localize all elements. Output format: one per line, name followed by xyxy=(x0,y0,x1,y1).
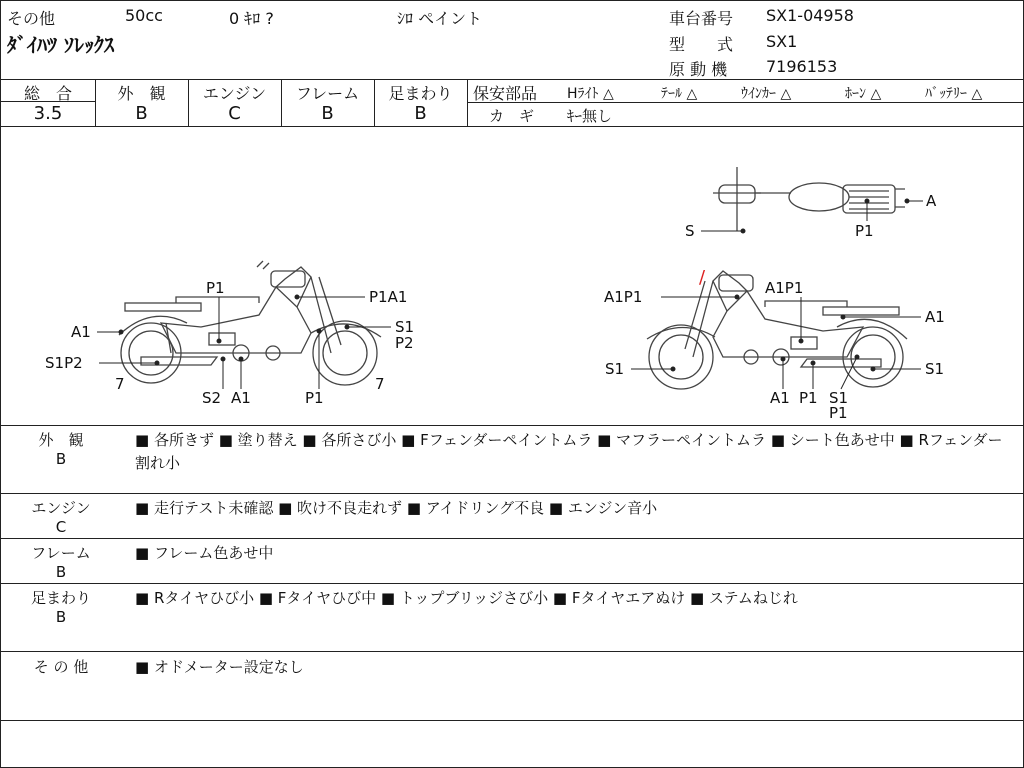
diagram-label: A xyxy=(926,192,937,210)
safety-winker xyxy=(741,83,791,103)
safety-horn xyxy=(845,83,881,103)
triangle-icon: △ xyxy=(602,86,614,102)
diagram-label: S xyxy=(685,222,695,240)
key-label: カ ギ xyxy=(489,107,535,125)
section-title: そ の 他 xyxy=(33,658,89,676)
safety-battery xyxy=(925,83,982,103)
diagram-label: A1 xyxy=(71,323,91,341)
section-title: エンジン xyxy=(31,499,91,517)
divider xyxy=(1,79,1023,80)
divider xyxy=(1,425,1023,426)
section-grade: C xyxy=(55,518,67,536)
section-text: ■ 各所きず ■ 塗り替え ■ 各所さび小 ■ Fフェンダーペイントムラ ■ マフラーペイントムラ ■ シート色あせ中 ■ Rフェンダー割れ小 xyxy=(135,431,1003,472)
safety-item-name: ﾎｰﾝ xyxy=(845,86,866,102)
grade-engine-label: エンジン xyxy=(202,84,267,103)
diagram-label: A1 xyxy=(770,389,790,407)
model-label: 型 式 xyxy=(669,35,734,54)
section-grade: B xyxy=(55,450,67,468)
section-title: 外 観 xyxy=(38,431,84,449)
grade-frame-label: フレーム xyxy=(295,84,360,103)
safety-tail xyxy=(661,83,697,103)
grade-frame-value: B xyxy=(321,103,334,124)
red-mark: / xyxy=(699,267,706,288)
section-text: ■ フレーム色あせ中 xyxy=(135,544,274,562)
misc-label: その他 xyxy=(7,9,56,28)
grade-total-label: 総 合 xyxy=(23,84,72,103)
diagram-label: P1 xyxy=(829,404,848,422)
section-grade: B xyxy=(55,563,67,581)
section-text: ■ オドメーター設定なし xyxy=(135,658,304,676)
divider xyxy=(1,583,1023,584)
bike-top-illustration xyxy=(713,167,905,231)
engine-no: 7196153 xyxy=(766,57,838,76)
diagram-label: A1 xyxy=(231,389,251,407)
section-grade: B xyxy=(55,608,67,626)
grade-engine-value: C xyxy=(228,103,241,124)
triangle-icon: △ xyxy=(870,86,882,102)
diagram-label: P1 xyxy=(855,222,874,240)
triangle-icon: △ xyxy=(686,86,698,102)
mileage: 0 ｷﾛ ? xyxy=(229,9,274,28)
section-title: 足まわり xyxy=(30,589,91,607)
triangle-icon: △ xyxy=(780,86,792,102)
grade-exterior-label: 外 観 xyxy=(117,84,166,103)
triangle-icon: △ xyxy=(971,86,983,102)
section-text: ■ Rタイヤひび小 ■ Fタイヤひび中 ■ トップブリッジさび小 ■ Fタイヤエアぬけ ■ ステムねじれ xyxy=(135,589,798,607)
displacement: 50cc xyxy=(125,6,163,25)
diagram-label: A1 xyxy=(925,308,945,326)
key-value: ｷｰ無し xyxy=(567,107,613,125)
engine-label: 原 動 機 xyxy=(669,60,728,79)
maker-model: ﾀﾞｲﾊﾂ ｿﾚｯｸｽ xyxy=(7,33,114,57)
diagram-label: P1 xyxy=(206,279,225,297)
diagram-label: S1 xyxy=(395,318,415,336)
safety-headlight xyxy=(567,83,614,103)
diagram-label: 7 xyxy=(115,375,125,393)
safety-item-name: ｳｲﾝｶｰ xyxy=(741,86,776,102)
grade-suspension-value: B xyxy=(414,103,427,124)
divider xyxy=(1,493,1023,494)
safety-label: 保安部品 xyxy=(473,84,538,103)
diagram-label: S2 xyxy=(202,389,222,407)
grade-suspension-label: 足まわり xyxy=(388,84,453,103)
bike-left-illustration xyxy=(119,261,381,385)
damage-diagram xyxy=(1,127,1023,425)
diagram-label: P2 xyxy=(395,334,414,352)
diagram-label: S1 xyxy=(925,360,945,378)
grade-exterior-value: B xyxy=(135,103,148,124)
divider xyxy=(1,720,1023,721)
diagram-label: P1 xyxy=(799,389,818,407)
diagram-label: S1 xyxy=(829,389,849,407)
diagram-label: P1 xyxy=(305,389,324,407)
diagram-label: A1P1 xyxy=(604,288,643,306)
section-text: ■ 走行テスト未確認 ■ 吹け不良走れず ■ アイドリング不良 ■ エンジン音小 xyxy=(135,499,658,517)
safety-item-name: ﾊﾞｯﾃﾘｰ xyxy=(925,86,967,102)
section-title: フレーム xyxy=(31,544,91,562)
diagram-label: S1 xyxy=(605,360,625,378)
safety-item-name: Hﾗｲﾄ xyxy=(567,86,599,102)
grade-total-value: 3.5 xyxy=(33,103,63,124)
divider xyxy=(1,651,1023,652)
diagram-label: P1A1 xyxy=(369,288,408,306)
diagram-label: A1P1 xyxy=(765,279,804,297)
color: ｼﾛ ペイント xyxy=(397,9,483,28)
diagram-label: 7 xyxy=(375,375,385,393)
frame-no: SX1-04958 xyxy=(766,6,854,25)
divider xyxy=(1,538,1023,539)
model: SX1 xyxy=(766,32,798,51)
safety-item-name: ﾃｰﾙ xyxy=(661,86,682,102)
diagram-label: S1P2 xyxy=(45,354,83,372)
frame-no-label: 車台番号 xyxy=(669,9,734,28)
